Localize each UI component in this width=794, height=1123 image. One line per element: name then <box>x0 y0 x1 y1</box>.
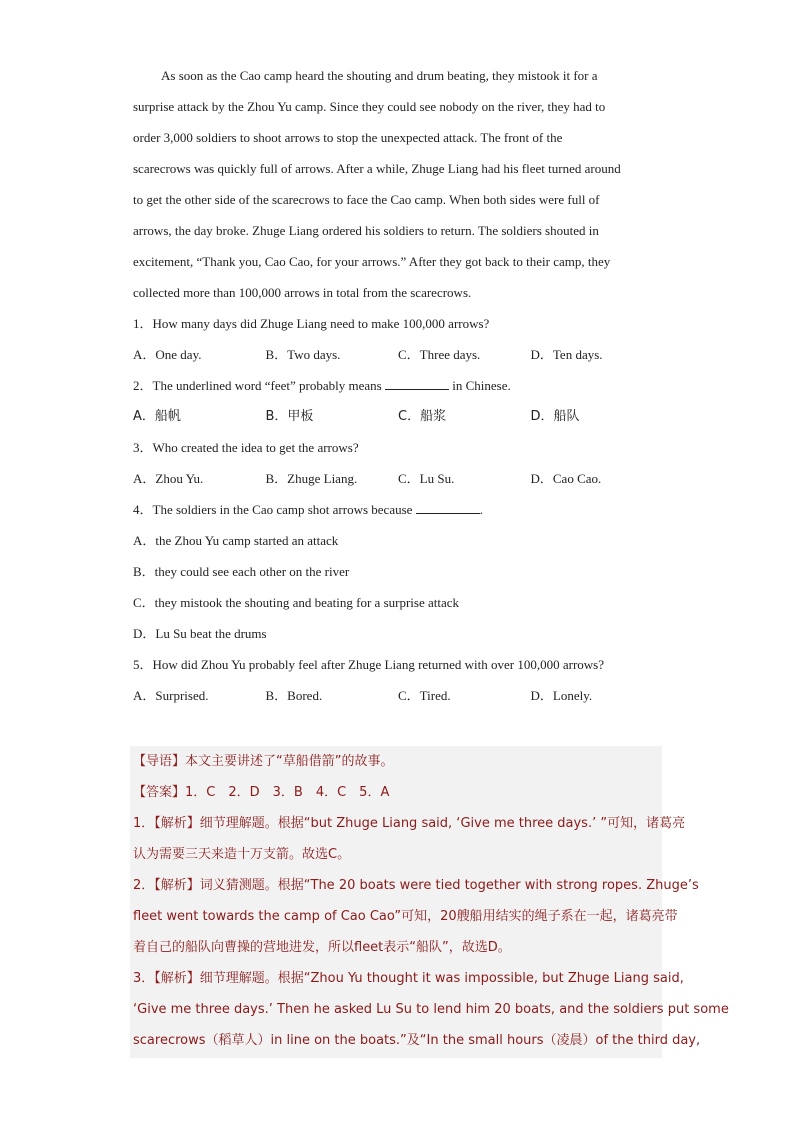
answer-blank <box>385 377 449 390</box>
option-c[interactable]: C．Tired. <box>398 688 451 703</box>
option-b[interactable]: B．Two days. <box>265 347 341 362</box>
question-3: 3．Who created the idea to get the arrows? <box>133 440 359 455</box>
passage-line: As soon as the Cao camp heard the shouting and drum beating, they mistook it for a <box>161 68 598 83</box>
answer-explanation-box <box>130 746 729 1058</box>
question-1: 1．How many days did Zhuge Liang need to make 100,000 arrows? <box>133 316 490 331</box>
reading-passage <box>133 60 663 711</box>
option-a[interactable]: A．Surprised. <box>133 688 209 703</box>
option-d[interactable]: D．Lonely. <box>530 688 593 703</box>
explanation-line: 着自己的船队向曹操的营地进发，所以fleet表示“船队”，故选D。 <box>133 940 511 955</box>
option-c[interactable]: C．Lu Su. <box>398 471 455 486</box>
passage-line: to get the other side of the scarecrows to face the Cao camp. When both sides were full of <box>133 192 600 207</box>
option-d[interactable]: D．船队 <box>530 409 580 424</box>
question-2 <box>133 370 663 401</box>
option-d[interactable]: D．Cao Cao. <box>530 471 602 486</box>
question-4 <box>133 494 663 525</box>
option-a[interactable]: A．One day. <box>133 347 202 362</box>
question-3-options <box>133 463 663 494</box>
option-b[interactable]: B．Bored. <box>265 688 323 703</box>
answer-key-line: 【答案】1．C 2．D 3．B 4．C 5．A <box>133 785 390 800</box>
question-2-text-after: in Chinese. <box>452 378 511 393</box>
option-b[interactable]: B．甲板 <box>265 409 314 424</box>
option-c[interactable]: C．they mistook the shouting and beating for a surprise attack <box>133 595 460 610</box>
passage-line: surprise attack by the Zhou Yu camp. Since they could see nobody on the river, they had to <box>133 99 606 114</box>
explanation-line: scarecrows（稻草人）in line on the boats.”及“In the small hours（凌晨）of the third day, <box>133 1033 701 1048</box>
option-d[interactable]: D．Lu Su beat the drums <box>133 626 267 641</box>
question-1-options <box>133 339 663 370</box>
question-2-options <box>133 401 663 432</box>
option-c[interactable]: C．船浆 <box>398 409 447 424</box>
explanation-line: 认为需要三天来造十万支箭。故选C。 <box>133 847 351 862</box>
explanation-line: fleet went towards the camp of Cao Cao”可知，20艘船用结实的绳子系在一起，诸葛亮带 <box>133 909 678 924</box>
option-a[interactable]: A．the Zhou Yu camp started an attack <box>133 533 339 548</box>
intro-line: 【导语】本文主要讲述了“草船借箭”的故事。 <box>133 754 394 769</box>
question-4-text-after: . <box>479 502 483 517</box>
option-b[interactable]: B．Zhuge Liang. <box>265 471 358 486</box>
passage-line: excitement, “Thank you, Cao Cao, for your arrows.” After they got back to their camp, they <box>133 254 611 269</box>
explanation-line: 2．【解析】词义猜测题。根据“The 20 boats were tied together with strong ropes. Zhuge’s <box>133 878 699 893</box>
question-5-options <box>133 680 663 711</box>
passage-line: scarecrows was quickly full of arrows. After a while, Zhuge Liang had his fleet turned around <box>133 161 621 176</box>
explanation-line: ‘Give me three days.’ Then he asked Lu Su to lend him 20 boats, and the soldiers put some <box>133 1002 729 1017</box>
passage-line: arrows, the day broke. Zhuge Liang ordered his soldiers to return. The soldiers shouted in <box>133 223 599 238</box>
question-5: 5．How did Zhou Yu probably feel after Zhuge Liang returned with over 100,000 arrows? <box>133 657 604 672</box>
passage-line: collected more than 100,000 arrows in total from the scarecrows. <box>133 285 472 300</box>
option-a[interactable]: A．Zhou Yu. <box>133 471 204 486</box>
passage-line: order 3,000 soldiers to shoot arrows to stop the unexpected attack. The front of the <box>133 130 563 145</box>
option-d[interactable]: D．Ten days. <box>530 347 603 362</box>
option-b[interactable]: B．they could see each other on the river <box>133 564 350 579</box>
explanation-line: 1．【解析】细节理解题。根据“but Zhuge Liang said, ‘Give me three days.’ ”可知，诸葛亮 <box>133 816 686 831</box>
question-2-text: 2．The underlined word “feet” probably means <box>133 378 382 393</box>
option-c[interactable]: C．Three days. <box>398 347 481 362</box>
explanation-line: 3．【解析】细节理解题。根据“Zhou Yu thought it was impossible, but Zhuge Liang said, <box>133 971 684 986</box>
question-4-text: 4．The soldiers in the Cao camp shot arrows because <box>133 502 413 517</box>
option-a[interactable]: A．船帆 <box>133 409 181 424</box>
answer-blank <box>416 501 480 514</box>
